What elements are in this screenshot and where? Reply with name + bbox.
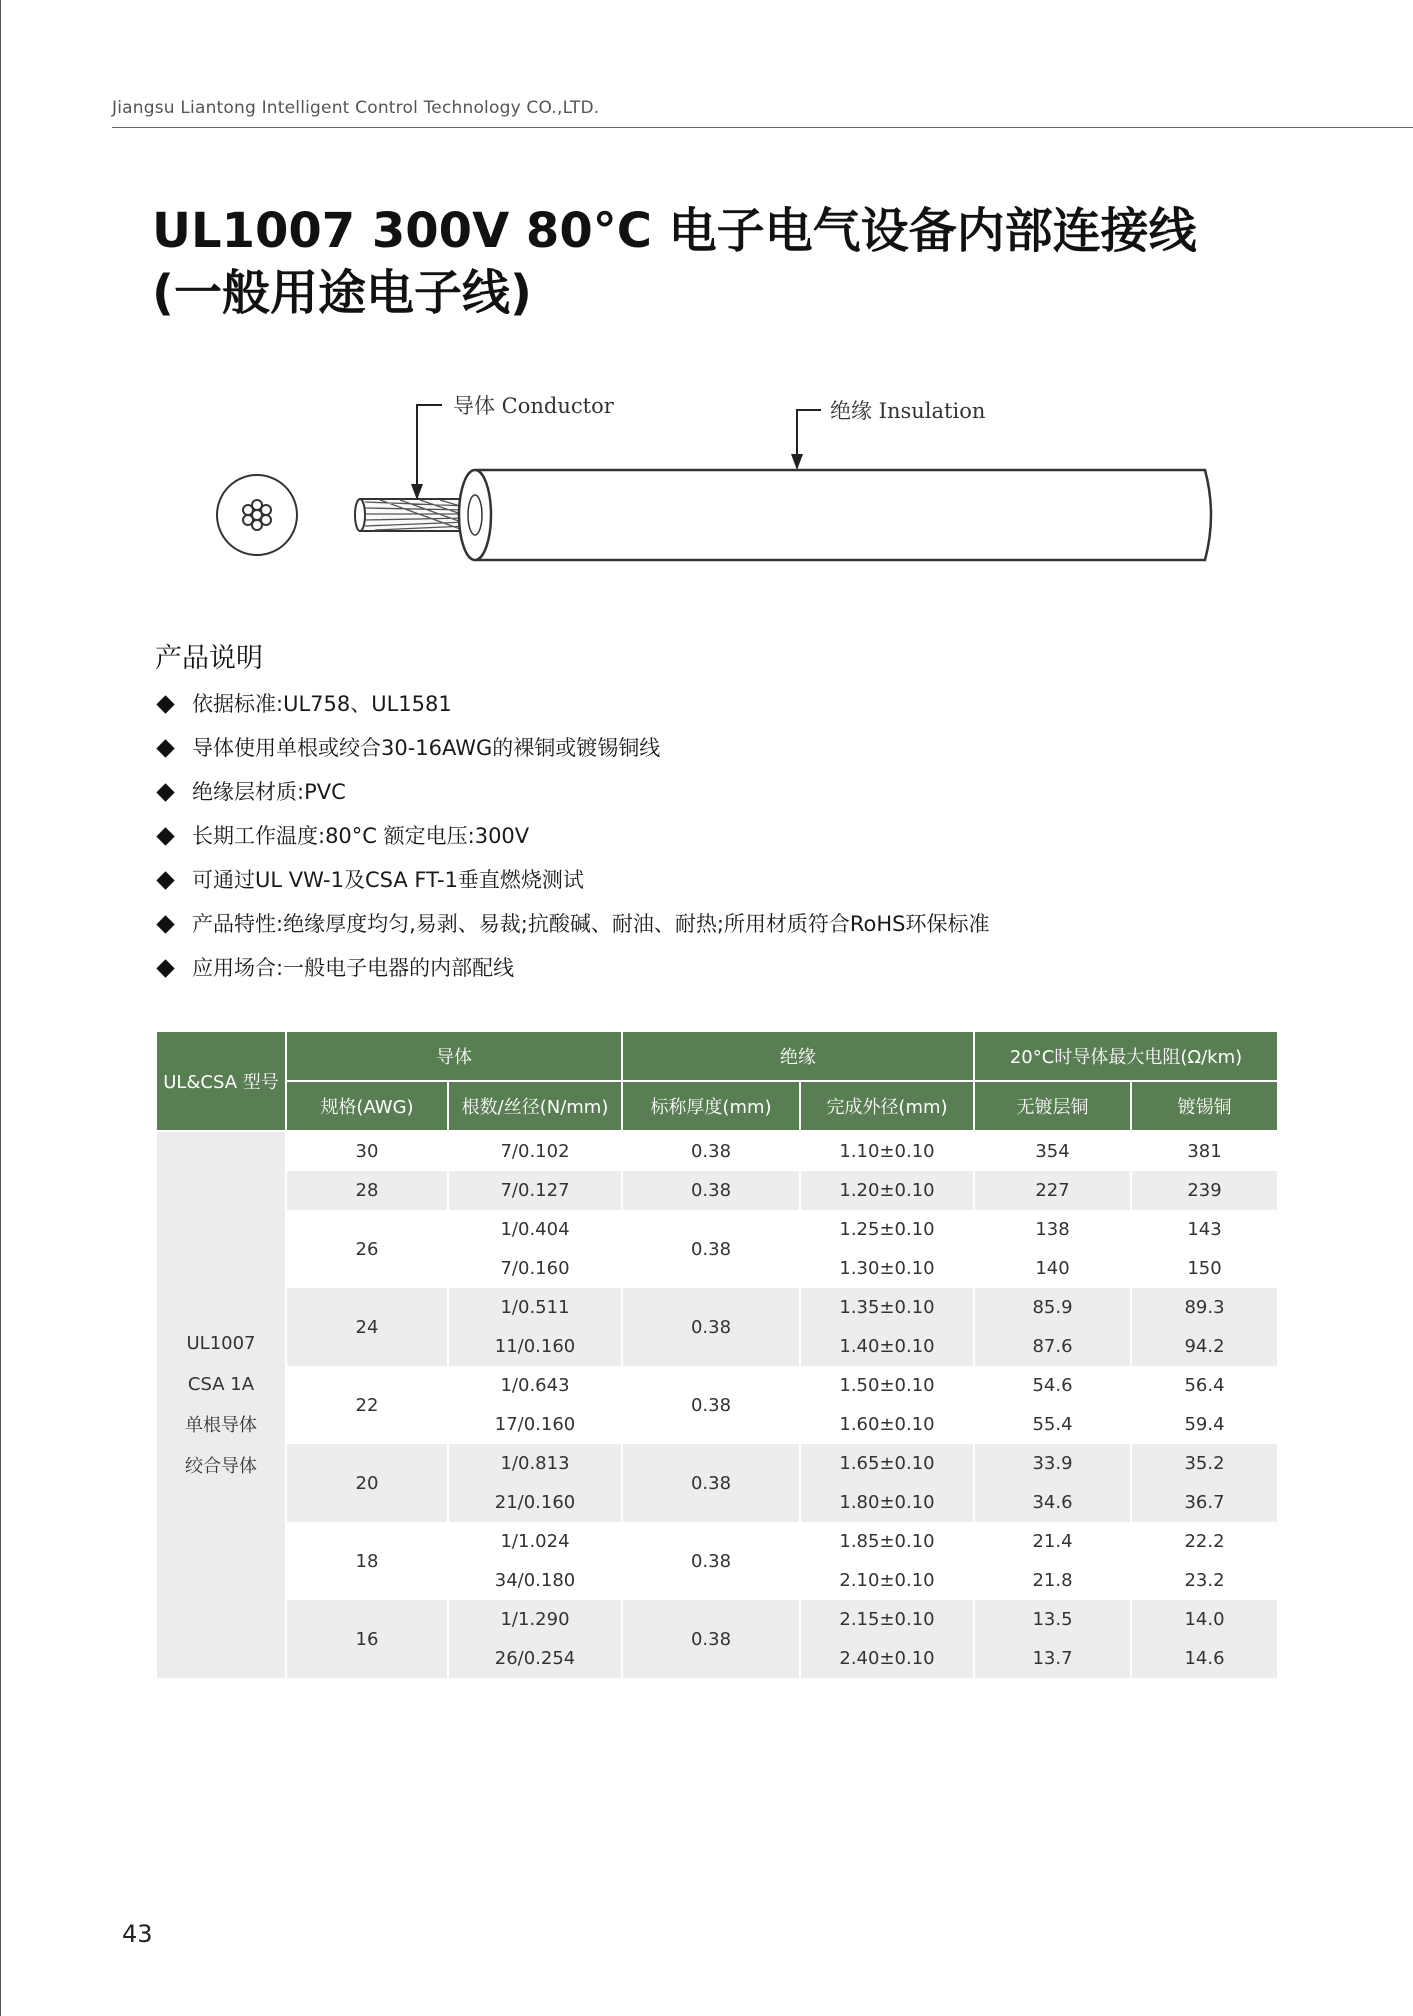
header-divider (112, 127, 1413, 128)
thickness-cell: 0.38 (622, 1522, 800, 1600)
od-cell: 2.40±0.10 (800, 1639, 974, 1678)
table-row (156, 1444, 1278, 1483)
conductor-label: 导体 Conductor (453, 394, 614, 418)
strands-cell: 1/0.643 (448, 1366, 622, 1405)
bare-cell: 87.6 (974, 1327, 1131, 1366)
awg-cell: 24 (286, 1288, 448, 1366)
header-tinned-copper: 镀锡铜 (1131, 1081, 1278, 1131)
header-od: 完成外径(mm) (800, 1081, 974, 1131)
strands-cell: 1/0.404 (448, 1210, 622, 1249)
awg-cell: 26 (286, 1210, 448, 1288)
bare-cell: 21.4 (974, 1522, 1131, 1561)
title-line-2: (一般用途电子线) (152, 265, 532, 321)
bare-cell: 33.9 (974, 1444, 1131, 1483)
tinned-cell: 143 (1131, 1210, 1278, 1249)
spec-table (155, 1030, 1279, 1678)
thickness-cell: 0.38 (622, 1210, 800, 1288)
awg-cell: 20 (286, 1444, 448, 1522)
od-cell: 2.15±0.10 (800, 1600, 974, 1639)
tinned-cell: 22.2 (1131, 1522, 1278, 1561)
od-cell: 1.35±0.10 (800, 1288, 974, 1327)
strands-cell: 21/0.160 (448, 1483, 622, 1522)
page-left-border (0, 0, 1, 2016)
bare-cell: 21.8 (974, 1561, 1131, 1600)
list-item: 长期工作温度:80°C 额定电压:300V (155, 814, 990, 858)
diamond-bullet-icon (156, 695, 174, 713)
bare-cell: 55.4 (974, 1405, 1131, 1444)
header-resistance: 20°C时导体最大电阻(Ω/km) (974, 1031, 1278, 1081)
strands-cell: 1/0.511 (448, 1288, 622, 1327)
tinned-cell: 36.7 (1131, 1483, 1278, 1522)
table-row (156, 1171, 1278, 1210)
list-item: 产品特性:绝缘厚度均匀,易剥、易裁;抗酸碱、耐油、耐热;所用材质符合RoHS环保标准 (155, 902, 990, 946)
insulation-label: 绝缘 Insulation (830, 399, 986, 423)
table-row (156, 1210, 1278, 1249)
list-item: 绝缘层材质:PVC (155, 770, 990, 814)
list-item: 导体使用单根或绞合30-16AWG的裸铜或镀锡铜线 (155, 726, 990, 770)
diamond-bullet-icon (156, 739, 174, 757)
bare-cell: 140 (974, 1249, 1131, 1288)
bare-cell: 13.7 (974, 1639, 1131, 1678)
thickness-cell: 0.38 (622, 1444, 800, 1522)
diamond-bullet-icon (156, 959, 174, 977)
table-row (156, 1288, 1278, 1327)
title-line-1: UL1007 300V 80°C 电子电气设备内部连接线 (152, 203, 1197, 259)
od-cell: 1.10±0.10 (800, 1131, 974, 1171)
diamond-bullet-icon (156, 915, 174, 933)
awg-cell: 16 (286, 1600, 448, 1678)
header-model: UL&CSA 型号 (156, 1031, 286, 1131)
strands-cell: 7/0.160 (448, 1249, 622, 1288)
strands-cell: 1/1.290 (448, 1600, 622, 1639)
header-bare-copper: 无镀层铜 (974, 1081, 1131, 1131)
section-heading: 产品说明 (155, 643, 263, 674)
od-cell: 1.30±0.10 (800, 1249, 974, 1288)
thickness-cell: 0.38 (622, 1171, 800, 1210)
thickness-cell: 0.38 (622, 1366, 800, 1444)
page-title (152, 200, 1197, 324)
bare-cell: 227 (974, 1171, 1131, 1210)
table-row (156, 1366, 1278, 1405)
strands-cell: 1/1.024 (448, 1522, 622, 1561)
header-insulation: 绝缘 (622, 1031, 974, 1081)
list-item: 依据标准:UL758、UL1581 (155, 682, 990, 726)
bare-cell: 13.5 (974, 1600, 1131, 1639)
bare-cell: 34.6 (974, 1483, 1131, 1522)
conductor-strands (355, 499, 470, 531)
tinned-cell: 381 (1131, 1131, 1278, 1171)
od-cell: 1.20±0.10 (800, 1171, 974, 1210)
awg-cell: 22 (286, 1366, 448, 1444)
insulation-jacket (459, 470, 1211, 560)
thickness-cell: 0.38 (622, 1288, 800, 1366)
tinned-cell: 14.6 (1131, 1639, 1278, 1678)
od-cell: 1.25±0.10 (800, 1210, 974, 1249)
tinned-cell: 56.4 (1131, 1366, 1278, 1405)
tinned-cell: 89.3 (1131, 1288, 1278, 1327)
thickness-cell: 0.38 (622, 1131, 800, 1171)
bare-cell: 54.6 (974, 1366, 1131, 1405)
od-cell: 1.65±0.10 (800, 1444, 974, 1483)
strands-cell: 11/0.160 (448, 1327, 622, 1366)
header-thickness: 标称厚度(mm) (622, 1081, 800, 1131)
strands-cell: 7/0.127 (448, 1171, 622, 1210)
diamond-bullet-icon (156, 783, 174, 801)
strands-cell: 1/0.813 (448, 1444, 622, 1483)
strands-cell: 17/0.160 (448, 1405, 622, 1444)
awg-cell: 30 (286, 1131, 448, 1171)
tinned-cell: 23.2 (1131, 1561, 1278, 1600)
bare-cell: 85.9 (974, 1288, 1131, 1327)
conductor-pointer (411, 405, 442, 500)
tinned-cell: 94.2 (1131, 1327, 1278, 1366)
od-cell: 1.85±0.10 (800, 1522, 974, 1561)
insulation-pointer (791, 410, 821, 470)
tinned-cell: 59.4 (1131, 1405, 1278, 1444)
page-number: 43 (122, 1920, 153, 1948)
bare-cell: 138 (974, 1210, 1131, 1249)
header-awg: 规格(AWG) (286, 1081, 448, 1131)
od-cell: 1.80±0.10 (800, 1483, 974, 1522)
tinned-cell: 239 (1131, 1171, 1278, 1210)
list-item: 应用场合:一般电子电器的内部配线 (155, 946, 990, 990)
od-cell: 1.40±0.10 (800, 1327, 974, 1366)
awg-cell: 28 (286, 1171, 448, 1210)
description-list (155, 682, 990, 990)
awg-cell: 18 (286, 1522, 448, 1600)
tinned-cell: 35.2 (1131, 1444, 1278, 1483)
strands-cell: 34/0.180 (448, 1561, 622, 1600)
table-row (156, 1522, 1278, 1561)
tinned-cell: 14.0 (1131, 1600, 1278, 1639)
strands-cell: 26/0.254 (448, 1639, 622, 1678)
tinned-cell: 150 (1131, 1249, 1278, 1288)
cable-cross-section (217, 475, 297, 555)
od-cell: 1.50±0.10 (800, 1366, 974, 1405)
od-cell: 2.10±0.10 (800, 1561, 974, 1600)
header-strands: 根数/丝径(N/mm) (448, 1081, 622, 1131)
model-cell: UL1007 CSA 1A 单根导体 绞合导体 (156, 1131, 286, 1678)
table-row (156, 1600, 1278, 1639)
header-conductor: 导体 (286, 1031, 622, 1081)
company-header: Jiangsu Liantong Intelligent Control Technology CO.,LTD. (112, 98, 600, 118)
bare-cell: 354 (974, 1131, 1131, 1171)
diamond-bullet-icon (156, 871, 174, 889)
diamond-bullet-icon (156, 827, 174, 845)
cable-diagram (205, 380, 1225, 580)
list-item: 可通过UL VW-1及CSA FT-1垂直燃烧测试 (155, 858, 990, 902)
thickness-cell: 0.38 (622, 1600, 800, 1678)
table-row (156, 1131, 1278, 1171)
od-cell: 1.60±0.10 (800, 1405, 974, 1444)
strands-cell: 7/0.102 (448, 1131, 622, 1171)
